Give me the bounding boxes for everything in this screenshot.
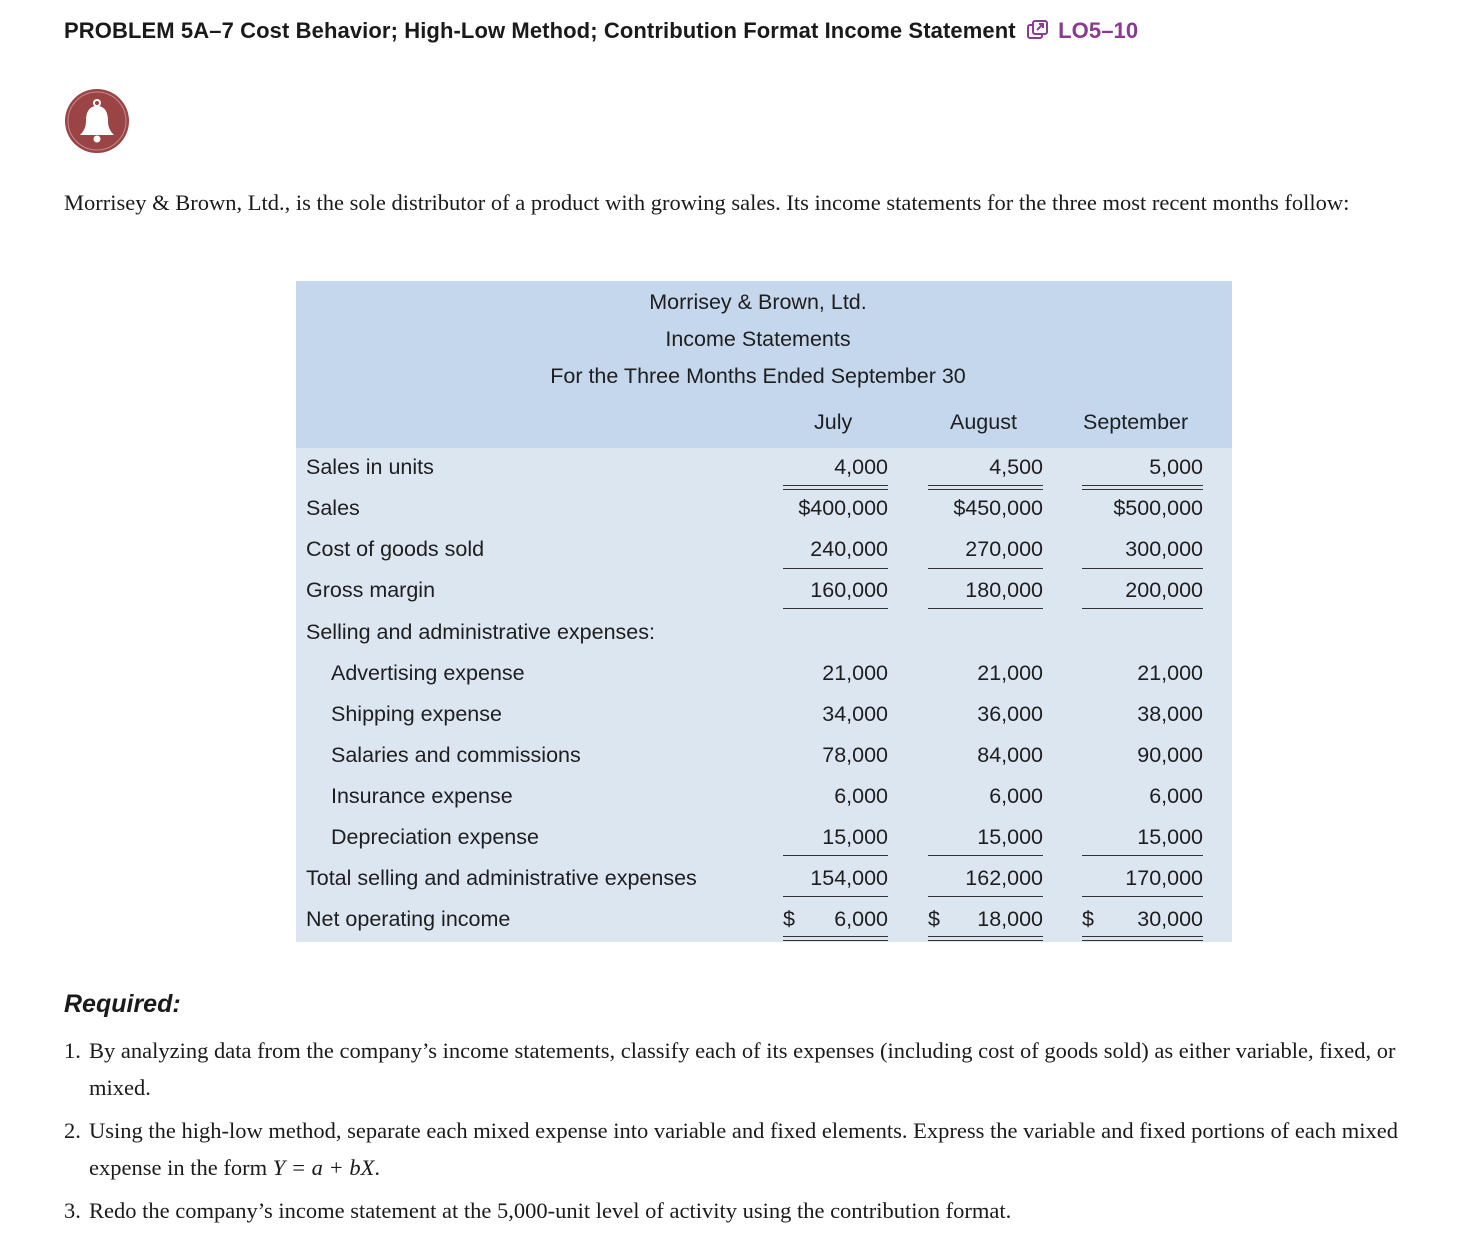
table-row	[296, 578, 1232, 608]
cell-amount: 30,000	[1137, 907, 1203, 931]
statement-name: Income Statements	[665, 327, 851, 351]
row-label: Shipping expense	[331, 702, 502, 726]
section-label: Selling and administrative expenses:	[306, 620, 655, 644]
row-label: Sales in units	[306, 455, 434, 479]
underline	[783, 568, 888, 569]
double-underline	[928, 936, 1043, 941]
cell-value	[1082, 907, 1203, 932]
required-heading: Required:	[64, 990, 181, 1018]
row-label: Gross margin	[306, 578, 436, 602]
cell-value: 4,500	[989, 455, 1043, 479]
cell-value: 90,000	[1137, 743, 1203, 767]
list-item	[64, 1032, 1454, 1106]
item-text: Using the high-low method, separate each mixed expense into variable and fixed elements. Express the variable and fixed portions of each mixed expense in the form	[89, 1118, 1398, 1180]
table-row	[296, 496, 1232, 526]
underline	[1082, 568, 1203, 569]
problem-title-line	[64, 18, 1138, 47]
cell-value: 15,000	[1137, 825, 1203, 849]
cell-value: 170,000	[1125, 866, 1203, 890]
underline	[928, 855, 1043, 856]
cell-value: 6,000	[989, 784, 1043, 808]
cell-value: 154,000	[810, 866, 888, 890]
table-row	[296, 620, 1232, 650]
row-label: Cost of goods sold	[306, 537, 485, 561]
underline	[1082, 855, 1203, 856]
cell-value: 21,000	[977, 661, 1043, 685]
item-text: By analyzing data from the company’s income statements, classify each of its expenses (including cost of goods sold) as either variable, fixed, or mixed.	[89, 1038, 1396, 1100]
currency-sign: $	[783, 907, 795, 931]
cell-value: 270,000	[965, 537, 1043, 561]
item-number: 1.	[64, 1038, 81, 1063]
underline	[783, 608, 888, 609]
cell-value	[783, 907, 888, 932]
underline	[783, 896, 888, 897]
underline	[1082, 608, 1203, 609]
cell-value: $450,000	[953, 496, 1043, 520]
cell-value: 162,000	[965, 866, 1043, 890]
row-label: Insurance expense	[331, 784, 513, 808]
income-statement-table	[296, 281, 1232, 942]
double-underline	[783, 936, 888, 941]
column-header-september: September	[1083, 410, 1189, 434]
cell-value: 300,000	[1125, 537, 1203, 561]
double-underline	[1082, 936, 1203, 941]
table-row	[296, 743, 1232, 773]
item-text-end: .	[374, 1155, 380, 1180]
cell-value: 15,000	[822, 825, 888, 849]
underline	[928, 608, 1043, 609]
cell-value: 34,000	[822, 702, 888, 726]
currency-sign: $	[1082, 907, 1094, 931]
item-text: Redo the company’s income statement at the 5,000-unit level of activity using the contribution format.	[89, 1198, 1012, 1223]
intro-paragraph: Morrisey & Brown, Ltd., is the sole distributor of a product with growing sales. Its income statements for the three most recent months follow:	[64, 190, 1350, 215]
row-label: Total selling and administrative expenses	[306, 866, 697, 890]
cell-amount: 18,000	[977, 907, 1043, 931]
underline	[1082, 896, 1203, 897]
statement-header	[296, 281, 1232, 448]
cell-value: 84,000	[977, 743, 1043, 767]
cell-value: $400,000	[798, 496, 888, 520]
cell-value: 38,000	[1137, 702, 1203, 726]
cell-value: 15,000	[977, 825, 1043, 849]
cell-value: 240,000	[810, 537, 888, 561]
cell-value: 5,000	[1149, 455, 1203, 479]
cell-value: 21,000	[822, 661, 888, 685]
table-row	[296, 661, 1232, 691]
cell-value: 6,000	[1149, 784, 1203, 808]
column-header-july: July	[814, 410, 853, 434]
cell-value: 6,000	[834, 784, 888, 808]
currency-sign: $	[928, 907, 940, 931]
cell-amount: 6,000	[834, 907, 888, 931]
list-item	[64, 1112, 1454, 1186]
item-number: 2.	[64, 1118, 81, 1143]
underline	[928, 896, 1043, 897]
cell-value: 160,000	[810, 578, 888, 602]
row-label: Net operating income	[306, 907, 511, 931]
cell-value: $500,000	[1113, 496, 1203, 520]
cell-value	[928, 907, 1043, 932]
cell-value: 21,000	[1137, 661, 1203, 685]
cell-value: 200,000	[1125, 578, 1203, 602]
table-row	[296, 455, 1232, 485]
double-underline	[1082, 485, 1203, 490]
row-label: Advertising expense	[331, 661, 525, 685]
cell-value: 180,000	[965, 578, 1043, 602]
double-underline	[783, 485, 888, 490]
problem-title: PROBLEM 5A–7 Cost Behavior; High-Low Method; Contribution Format Income Statement	[64, 18, 1016, 43]
external-link-icon[interactable]	[1026, 19, 1050, 47]
learning-objective-link[interactable]: LO5–10	[1058, 18, 1139, 43]
table-row	[296, 537, 1232, 567]
underline	[783, 855, 888, 856]
column-header-august: August	[950, 410, 1017, 434]
table-row	[296, 866, 1232, 896]
table-row	[296, 784, 1232, 814]
bell-icon	[64, 88, 130, 154]
table-row	[296, 825, 1232, 855]
cell-value: 36,000	[977, 702, 1043, 726]
company-name: Morrisey & Brown, Ltd.	[649, 290, 867, 314]
required-list	[64, 1032, 1454, 1235]
formula: Y = a + bX	[272, 1155, 375, 1180]
list-item	[64, 1192, 1454, 1229]
cell-value: 4,000	[834, 455, 888, 479]
underline	[928, 568, 1043, 569]
cell-value: 78,000	[822, 743, 888, 767]
row-label: Depreciation expense	[331, 825, 539, 849]
table-row	[296, 907, 1232, 937]
statement-period: For the Three Months Ended September 30	[550, 364, 966, 388]
row-label: Sales	[306, 496, 360, 520]
row-label: Salaries and commissions	[331, 743, 581, 767]
table-row	[296, 702, 1232, 732]
double-underline	[928, 485, 1043, 490]
item-number: 3.	[64, 1198, 81, 1223]
